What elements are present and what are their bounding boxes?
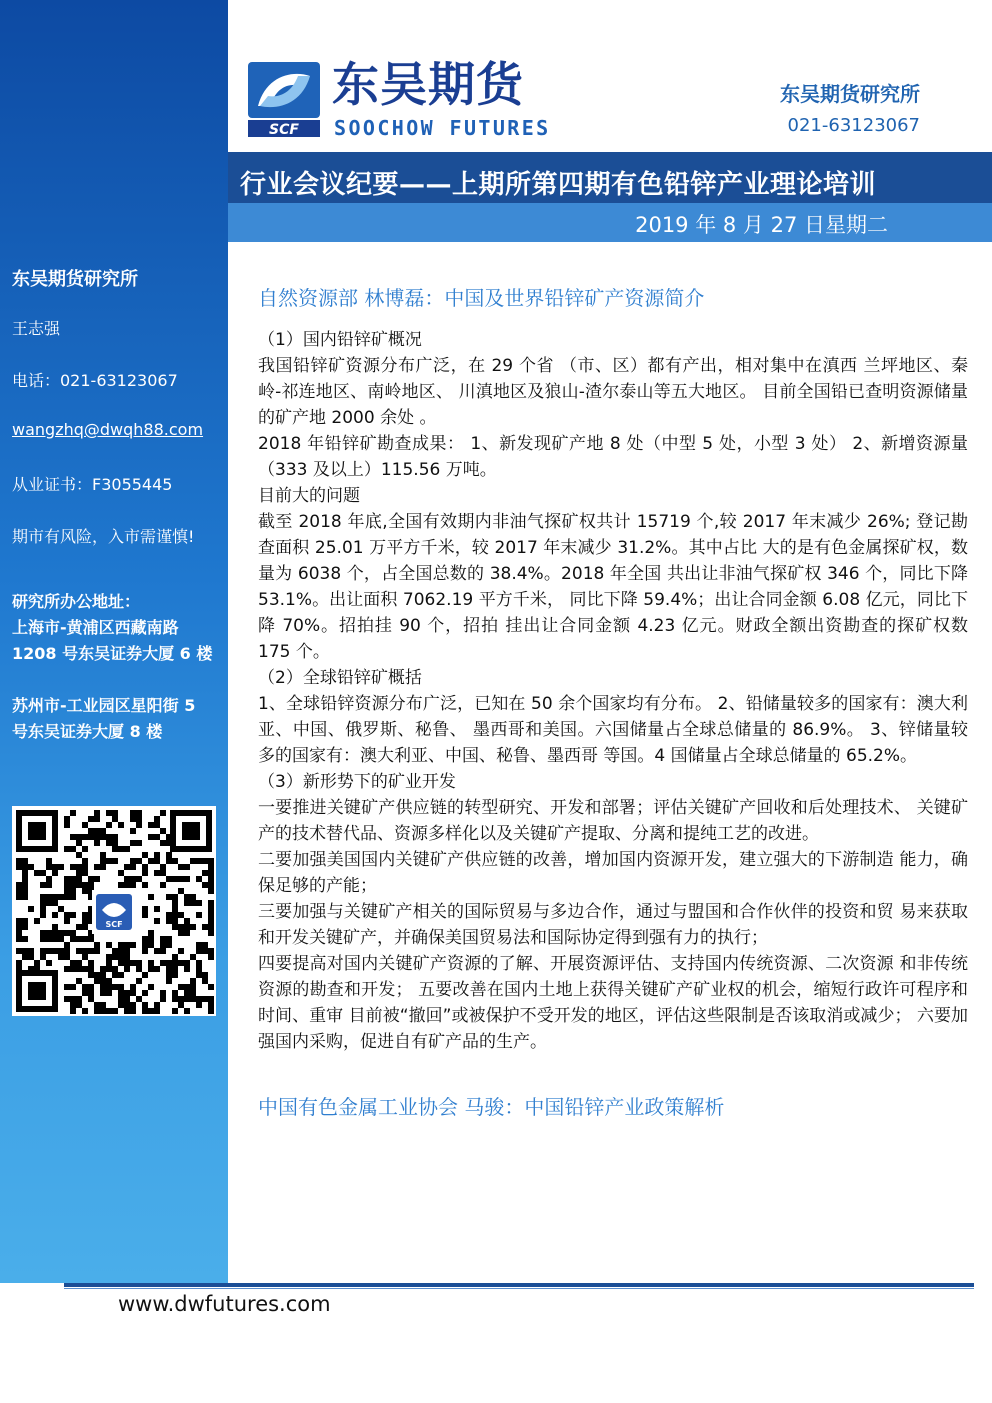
header-phone: 021-63123067 <box>787 115 920 136</box>
analyst-name: 王志强 <box>12 319 61 338</box>
main-content <box>258 282 968 1120</box>
brand-logo <box>248 58 583 140</box>
footer-rule <box>64 1283 974 1287</box>
qr-code-icon <box>12 806 216 1016</box>
qr-code <box>12 806 216 1016</box>
paragraph: 三要加强与关键矿产相关的国际贸易与多边合作，通过与盟国和合作伙伴的投资和贸 易来获取和开发关键矿产，并确保美国贸易法和国际协定得到强有力的执行； <box>258 902 968 948</box>
footer-rule-thin <box>64 1288 974 1289</box>
analyst-phone: 电话：021-63123067 <box>12 371 178 390</box>
scf-logo-icon <box>248 62 320 137</box>
address-suzhou-line1: 苏州市-工业园区星阳街 5 <box>12 696 196 715</box>
paragraph: 1、全球铅锌资源分布广泛，已知在 50 余个国家均有分布。 2、铅储量较多的国家有：澳大利亚、中国、俄罗斯、秘鲁、 墨西哥和美国。六国储量占全球总储量的 86.9%。 3、锌储量较多的国家有：澳大利亚、中国、秘鲁、墨西哥 等国。4 国储量占全球总储量的 65.2%。 <box>258 694 968 766</box>
address-shanghai-line2: 1208 号东吴证券大厦 6 楼 <box>12 644 213 663</box>
footer-website-link[interactable]: www.dwfutures.com <box>118 1292 331 1316</box>
risk-warning: 期市有风险，入市需谨慎! <box>12 527 195 546</box>
paragraph: 一要推进关键矿产供应链的转型研究、开发和部署；评估关键矿产回收和后处理技术、 关键矿产的技术替代品、资源多样化以及关键矿产提取、分离和提纯工艺的改进。 <box>258 798 968 844</box>
paragraph: 二要加强美国国内关键矿产供应链的改善，增加国内资源开发，建立强大的下游制造 能力，确保足够的产能； <box>258 850 968 896</box>
address-suzhou-line2: 号东吴证券大厦 8 楼 <box>12 722 163 741</box>
qr-badge-text: SCF <box>105 920 123 929</box>
analyst-email-link[interactable]: wangzhq@dwqh88.com <box>12 420 204 439</box>
logo-chinese-name: 东吴期货 <box>332 58 524 113</box>
document-date: 2019 年 8 月 27 日星期二 <box>635 213 888 237</box>
paragraph: 截至 2018 年底,全国有效期内非油气探矿权共计 15719 个,较 2017 年末减少 26%; 登记勘查面积 25.01 万平方千米，较 2017 年末减少 31.2%。其中占比 大的是有色金属探矿权，数量为 6038 个，占全国总数的 38.4%。2018 年全国 共出让非油气探矿权 346 个，同比下降 53.1%。出让面积 7062.19 平方千米， 同比下降 59.4%；出让合同金额 6.08 亿元，同比下降 70%。招拍挂 90 个，招拍 挂出让合同金额 4.23 亿元。财政全额出资勘查的探矿权数 175 个。 <box>258 512 968 662</box>
document-title: 行业会议纪要——上期所第四期有色铅锌产业理论培训 <box>240 170 877 200</box>
header-institute: 东吴期货研究所 <box>780 82 920 106</box>
section-heading: 中国有色金属工业协会 马骏：中国铅锌产业政策解析 <box>258 1095 725 1119</box>
logo-english-name: SOOCHOW FUTURES <box>334 116 551 140</box>
paragraph: 四要提高对国内关键矿产资源的了解、开展资源评估、支持国内传统资源、二次资源 和非传统资源的勘查和开发； 五要改善在国内土地上获得关键矿产矿业权的机会，缩短行政许可程序和时间、重审 目前被“撤回”或被保护不受开发的地区，评估这些限制是否该取消或减少； 六要加强国内采购，促进自有矿产品的生产。 <box>258 954 968 1052</box>
subsection-heading: （2）全球铅锌矿概括 <box>258 668 422 688</box>
address-heading: 研究所办公地址： <box>12 592 141 611</box>
paragraph: 我国铅锌矿资源分布广泛，在 29 个省 （市、区）都有产出，相对集中在滇西 兰坪地区、秦岭-祁连地区、南岭地区、 川滇地区及狼山-渣尔泰山等五大地区。 目前全国铅已查明资源储量的矿产地 2000 余处 。 <box>258 356 968 428</box>
subsection-heading: （1）国内铅锌矿概况 <box>258 330 422 350</box>
analyst-certificate: 从业证书：F3055445 <box>12 475 173 494</box>
section-heading: 自然资源部 林博磊：中国及世界铅锌矿产资源简介 <box>258 286 705 310</box>
paragraph: 2018 年铅锌矿勘查成果： 1、新发现矿产地 8 处（中型 5 处，小型 3 处） 2、新增资源量（333 及以上）115.56 万吨。 <box>258 434 968 480</box>
sidebar-institute: 东吴期货研究所 <box>12 269 138 290</box>
paragraph: 目前大的问题 <box>258 486 360 506</box>
subsection-heading: （3）新形势下的矿业开发 <box>258 772 456 792</box>
logo-badge-text: SCF <box>269 122 299 137</box>
address-shanghai-line1: 上海市-黄浦区西藏南路 <box>12 618 179 637</box>
